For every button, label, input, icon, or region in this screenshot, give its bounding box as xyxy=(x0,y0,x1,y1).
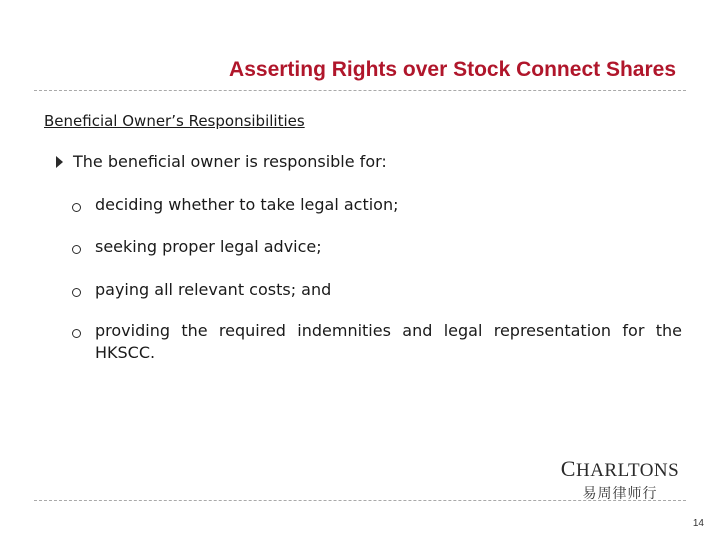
circle-bullet-icon xyxy=(72,288,81,297)
logo-chinese: 易周律师行 xyxy=(582,486,658,502)
list-item-text: deciding whether to take legal action; xyxy=(95,195,399,214)
list-item-text: providing the required indemnities and legal representation for the HKSCC. xyxy=(95,321,682,362)
triangle-bullet-icon xyxy=(56,156,63,168)
list-item xyxy=(72,236,682,258)
list-item xyxy=(72,279,682,301)
lead-bullet xyxy=(44,152,387,171)
bottom-divider xyxy=(34,500,686,501)
lead-text: The beneficial owner is responsible for: xyxy=(73,152,387,171)
top-divider xyxy=(34,90,686,91)
list-item xyxy=(72,194,682,216)
circle-bullet-icon xyxy=(72,203,81,212)
list-item-text: paying all relevant costs; and xyxy=(95,280,332,299)
slide-title: Asserting Rights over Stock Connect Shares xyxy=(229,58,676,81)
section-subheading: Beneficial Owner’s Responsibilities xyxy=(44,112,305,130)
logo-english: CHARLTONS xyxy=(560,456,680,481)
page-number: 14 xyxy=(692,518,704,529)
circle-bullet-icon xyxy=(72,245,81,254)
charltons-logo xyxy=(558,456,682,503)
list-item xyxy=(72,320,682,364)
circle-bullet-icon xyxy=(72,329,81,338)
list-item-text: seeking proper legal advice; xyxy=(95,237,322,256)
